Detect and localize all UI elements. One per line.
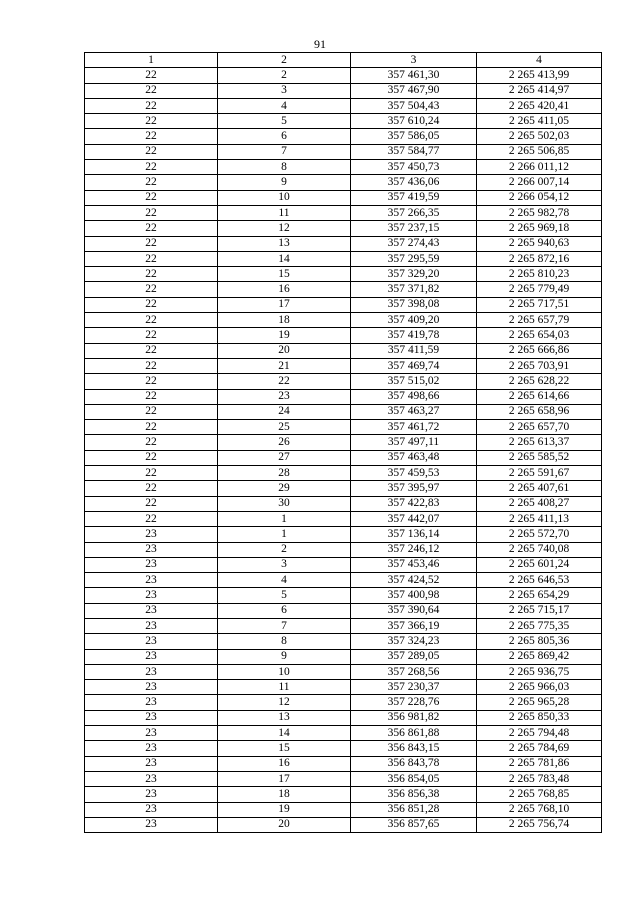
table-cell-col-2: 4 [218,98,351,113]
table-cell-col-2: 18 [218,787,351,802]
table-cell-col-3: 357 411,59 [351,343,477,358]
table-row [85,205,602,220]
table-cell-col-1: 22 [85,205,218,220]
table-row [85,98,602,113]
table-row [85,511,602,526]
table-cell-col-3: 357 463,27 [351,404,477,419]
header-cell-4: 4 [477,53,602,68]
table-cell-col-4: 2 265 591,67 [477,466,602,481]
table-row [85,695,602,710]
table-cell-col-1: 22 [85,511,218,526]
table-cell-col-4: 2 265 850,33 [477,710,602,725]
table-cell-col-4: 2 266 007,14 [477,175,602,190]
table-cell-col-3: 357 504,43 [351,98,477,113]
table-cell-col-3: 357 371,82 [351,282,477,297]
table-cell-col-2: 12 [218,221,351,236]
table-cell-col-1: 23 [85,542,218,557]
table-cell-col-1: 22 [85,481,218,496]
table-cell-col-3: 357 274,43 [351,236,477,251]
table-cell-col-4: 2 265 613,37 [477,435,602,450]
table-cell-col-3: 357 295,59 [351,251,477,266]
table-cell-col-2: 5 [218,114,351,129]
table-cell-col-1: 22 [85,328,218,343]
table-cell-col-4: 2 265 658,96 [477,404,602,419]
table-row [85,68,602,83]
table-cell-col-4: 2 265 936,75 [477,664,602,679]
table-cell-col-4: 2 265 715,17 [477,603,602,618]
table-row [85,588,602,603]
table-row [85,756,602,771]
table-cell-col-3: 357 515,02 [351,374,477,389]
table-cell-col-4: 2 265 768,10 [477,802,602,817]
table-cell-col-4: 2 265 703,91 [477,358,602,373]
table-cell-col-3: 356 854,05 [351,771,477,786]
table-cell-col-2: 2 [218,68,351,83]
table-cell-col-4: 2 265 614,66 [477,389,602,404]
table-cell-col-2: 10 [218,190,351,205]
table-row [85,603,602,618]
table-cell-col-2: 1 [218,527,351,542]
table-cell-col-1: 22 [85,68,218,83]
table-cell-col-1: 22 [85,160,218,175]
table-cell-col-1: 22 [85,358,218,373]
table-row [85,726,602,741]
table-cell-col-3: 357 498,66 [351,389,477,404]
table-cell-col-3: 357 228,76 [351,695,477,710]
table-cell-col-2: 7 [218,618,351,633]
table-cell-col-3: 357 450,73 [351,160,477,175]
table-row [85,435,602,450]
table-cell-col-2: 27 [218,450,351,465]
table-cell-col-1: 23 [85,634,218,649]
table-cell-col-3: 357 424,52 [351,573,477,588]
table-cell-col-4: 2 265 940,63 [477,236,602,251]
table-cell-col-3: 357 469,74 [351,358,477,373]
table-cell-col-2: 12 [218,695,351,710]
table-cell-col-2: 18 [218,313,351,328]
table-row [85,573,602,588]
table-cell-col-1: 22 [85,450,218,465]
table-cell-col-3: 357 461,72 [351,420,477,435]
table-row [85,664,602,679]
page-number: 91 [314,37,326,51]
table-cell-col-2: 14 [218,726,351,741]
table-cell-col-2: 15 [218,741,351,756]
table-cell-col-2: 16 [218,282,351,297]
table-cell-col-2: 29 [218,481,351,496]
table-row [85,374,602,389]
table-cell-col-1: 23 [85,527,218,542]
table-cell-col-4: 2 265 628,22 [477,374,602,389]
table-cell-col-4: 2 265 414,97 [477,83,602,98]
table-cell-col-1: 23 [85,588,218,603]
table-cell-col-4: 2 265 805,36 [477,634,602,649]
table-cell-col-1: 23 [85,787,218,802]
table-row [85,358,602,373]
table-cell-col-1: 22 [85,435,218,450]
table-row [85,787,602,802]
table-cell-col-1: 23 [85,741,218,756]
table-cell-col-4: 2 265 420,41 [477,98,602,113]
table-cell-col-4: 2 266 011,12 [477,160,602,175]
table-cell-col-4: 2 265 413,99 [477,68,602,83]
table-cell-col-1: 22 [85,496,218,511]
table-cell-col-3: 357 610,24 [351,114,477,129]
table-row [85,680,602,695]
table-cell-col-3: 357 463,48 [351,450,477,465]
table-cell-col-1: 22 [85,282,218,297]
table-cell-col-1: 22 [85,343,218,358]
table-row [85,496,602,511]
table-cell-col-4: 2 265 784,69 [477,741,602,756]
table-cell-col-2: 10 [218,664,351,679]
table-row [85,129,602,144]
table-cell-col-4: 2 265 654,29 [477,588,602,603]
table-cell-col-2: 17 [218,297,351,312]
table-cell-col-1: 22 [85,404,218,419]
table-cell-col-1: 22 [85,144,218,159]
table-cell-col-4: 2 265 717,51 [477,297,602,312]
table-row [85,297,602,312]
table-cell-col-4: 2 265 783,48 [477,771,602,786]
table-cell-col-3: 357 586,05 [351,129,477,144]
table-cell-col-1: 23 [85,710,218,725]
table-row [85,114,602,129]
table-cell-col-2: 17 [218,771,351,786]
table-cell-col-4: 2 265 654,03 [477,328,602,343]
table-cell-col-4: 2 266 054,12 [477,190,602,205]
table-cell-col-1: 23 [85,680,218,695]
table-cell-col-3: 357 390,64 [351,603,477,618]
table-row [85,389,602,404]
table-row [85,343,602,358]
table-cell-col-2: 16 [218,756,351,771]
table-cell-col-4: 2 265 585,52 [477,450,602,465]
table-row [85,802,602,817]
table-row [85,741,602,756]
table-row [85,710,602,725]
table-cell-col-3: 357 467,90 [351,83,477,98]
table-cell-col-4: 2 265 872,16 [477,251,602,266]
table-cell-col-2: 8 [218,160,351,175]
table-cell-col-4: 2 265 601,24 [477,557,602,572]
table-cell-col-3: 357 459,53 [351,466,477,481]
table-cell-col-4: 2 265 969,18 [477,221,602,236]
table-cell-col-1: 22 [85,114,218,129]
table-row [85,649,602,664]
table-cell-col-3: 357 409,20 [351,313,477,328]
table-cell-col-2: 24 [218,404,351,419]
table-row [85,190,602,205]
table-cell-col-4: 2 265 781,86 [477,756,602,771]
table-cell-col-4: 2 265 982,78 [477,205,602,220]
table-cell-col-2: 1 [218,511,351,526]
table-cell-col-3: 357 419,59 [351,190,477,205]
header-cell-3: 3 [351,53,477,68]
table-cell-col-4: 2 265 657,70 [477,420,602,435]
table-cell-col-2: 22 [218,374,351,389]
table-cell-col-4: 2 265 869,42 [477,649,602,664]
table-cell-col-3: 356 843,78 [351,756,477,771]
table-cell-col-3: 357 398,08 [351,297,477,312]
table-cell-col-3: 357 289,05 [351,649,477,664]
table-row [85,817,602,832]
table-cell-col-1: 22 [85,83,218,98]
table-cell-col-2: 9 [218,649,351,664]
table-row [85,236,602,251]
table-cell-col-1: 22 [85,313,218,328]
table-cell-col-1: 23 [85,664,218,679]
table-row [85,175,602,190]
table-cell-col-2: 6 [218,603,351,618]
table-row [85,771,602,786]
table-cell-col-4: 2 265 779,49 [477,282,602,297]
table-cell-col-1: 23 [85,695,218,710]
table-cell-col-1: 22 [85,129,218,144]
table-cell-col-4: 2 265 411,13 [477,511,602,526]
table-cell-col-4: 2 265 646,53 [477,573,602,588]
table-cell-col-1: 22 [85,466,218,481]
table-row [85,527,602,542]
table-cell-col-3: 357 419,78 [351,328,477,343]
table-row [85,328,602,343]
table-cell-col-2: 13 [218,710,351,725]
table-cell-col-2: 3 [218,83,351,98]
table-cell-col-3: 357 442,07 [351,511,477,526]
table-header [85,53,602,68]
table-cell-col-4: 2 265 506,85 [477,144,602,159]
table-row [85,251,602,266]
table-cell-col-2: 8 [218,634,351,649]
header-row [85,53,602,68]
table-cell-col-4: 2 265 666,86 [477,343,602,358]
table-cell-col-1: 23 [85,618,218,633]
table-cell-col-4: 2 265 572,70 [477,527,602,542]
table-row [85,282,602,297]
table-cell-col-3: 356 857,65 [351,817,477,832]
table-cell-col-3: 357 453,46 [351,557,477,572]
coordinates-table [84,52,602,833]
table-cell-col-3: 357 366,19 [351,618,477,633]
table-cell-col-1: 22 [85,251,218,266]
table-row [85,404,602,419]
table-cell-col-2: 7 [218,144,351,159]
table-cell-col-4: 2 265 756,74 [477,817,602,832]
table-row [85,634,602,649]
header-cell-2: 2 [218,53,351,68]
table-row [85,450,602,465]
table-cell-col-1: 23 [85,817,218,832]
table-cell-col-4: 2 265 794,48 [477,726,602,741]
table-row [85,83,602,98]
table-row [85,557,602,572]
table-cell-col-1: 22 [85,297,218,312]
table-cell-col-1: 22 [85,236,218,251]
header-cell-1: 1 [85,53,218,68]
table-cell-col-4: 2 265 408,27 [477,496,602,511]
table-cell-col-3: 357 324,23 [351,634,477,649]
table-cell-col-3: 357 497,11 [351,435,477,450]
table-cell-col-2: 20 [218,817,351,832]
table-cell-col-4: 2 265 810,23 [477,267,602,282]
table-cell-col-1: 23 [85,573,218,588]
table-cell-col-4: 2 265 965,28 [477,695,602,710]
table-cell-col-3: 357 461,30 [351,68,477,83]
table-cell-col-1: 23 [85,771,218,786]
table-row [85,618,602,633]
table-cell-col-1: 23 [85,649,218,664]
table-cell-col-2: 9 [218,175,351,190]
table-cell-col-2: 6 [218,129,351,144]
table-cell-col-2: 19 [218,802,351,817]
table-cell-col-2: 30 [218,496,351,511]
table-cell-col-4: 2 265 411,05 [477,114,602,129]
table-cell-col-3: 357 268,56 [351,664,477,679]
table-cell-col-1: 22 [85,420,218,435]
table-cell-col-3: 356 843,15 [351,741,477,756]
table-cell-col-1: 23 [85,726,218,741]
table-cell-col-2: 15 [218,267,351,282]
table-cell-col-2: 28 [218,466,351,481]
table-cell-col-3: 357 436,06 [351,175,477,190]
table-cell-col-4: 2 265 657,79 [477,313,602,328]
table-cell-col-1: 23 [85,802,218,817]
table-cell-col-2: 23 [218,389,351,404]
table-cell-col-2: 2 [218,542,351,557]
table-cell-col-2: 19 [218,328,351,343]
table-cell-col-4: 2 265 966,03 [477,680,602,695]
table-cell-col-3: 357 422,83 [351,496,477,511]
table-cell-col-3: 357 266,35 [351,205,477,220]
table-cell-col-4: 2 265 775,35 [477,618,602,633]
table-cell-col-3: 356 981,82 [351,710,477,725]
table-cell-col-3: 357 400,98 [351,588,477,603]
table-cell-col-2: 4 [218,573,351,588]
table-cell-col-3: 356 861,88 [351,726,477,741]
table-cell-col-1: 23 [85,756,218,771]
table-row [85,542,602,557]
table-cell-col-4: 2 265 502,03 [477,129,602,144]
table-cell-col-1: 23 [85,603,218,618]
table-cell-col-4: 2 265 407,61 [477,481,602,496]
table-cell-col-2: 3 [218,557,351,572]
table-cell-col-3: 357 230,37 [351,680,477,695]
table-row [85,221,602,236]
table-cell-col-2: 25 [218,420,351,435]
table-cell-col-2: 11 [218,205,351,220]
table-cell-col-1: 23 [85,557,218,572]
table-row [85,313,602,328]
table-row [85,420,602,435]
table-cell-col-3: 357 136,14 [351,527,477,542]
table-row [85,267,602,282]
table-cell-col-3: 357 584,77 [351,144,477,159]
table-body [85,68,602,833]
table-cell-col-4: 2 265 740,08 [477,542,602,557]
table-cell-col-1: 22 [85,374,218,389]
table-cell-col-1: 22 [85,175,218,190]
table-cell-col-2: 11 [218,680,351,695]
table-cell-col-4: 2 265 768,85 [477,787,602,802]
table-cell-col-3: 357 246,12 [351,542,477,557]
table-cell-col-3: 356 851,28 [351,802,477,817]
table-cell-col-3: 356 856,38 [351,787,477,802]
table-row [85,160,602,175]
table-cell-col-1: 22 [85,267,218,282]
table-cell-col-2: 5 [218,588,351,603]
table-cell-col-1: 22 [85,389,218,404]
table-cell-col-1: 22 [85,190,218,205]
table-row [85,481,602,496]
table-cell-col-2: 21 [218,358,351,373]
table-cell-col-1: 22 [85,221,218,236]
table-cell-col-2: 14 [218,251,351,266]
table-cell-col-2: 13 [218,236,351,251]
table-cell-col-2: 20 [218,343,351,358]
table-cell-col-3: 357 395,97 [351,481,477,496]
table-row [85,466,602,481]
table-cell-col-3: 357 237,15 [351,221,477,236]
table-cell-col-2: 26 [218,435,351,450]
table-cell-col-1: 22 [85,98,218,113]
table-cell-col-3: 357 329,20 [351,267,477,282]
table-row [85,144,602,159]
